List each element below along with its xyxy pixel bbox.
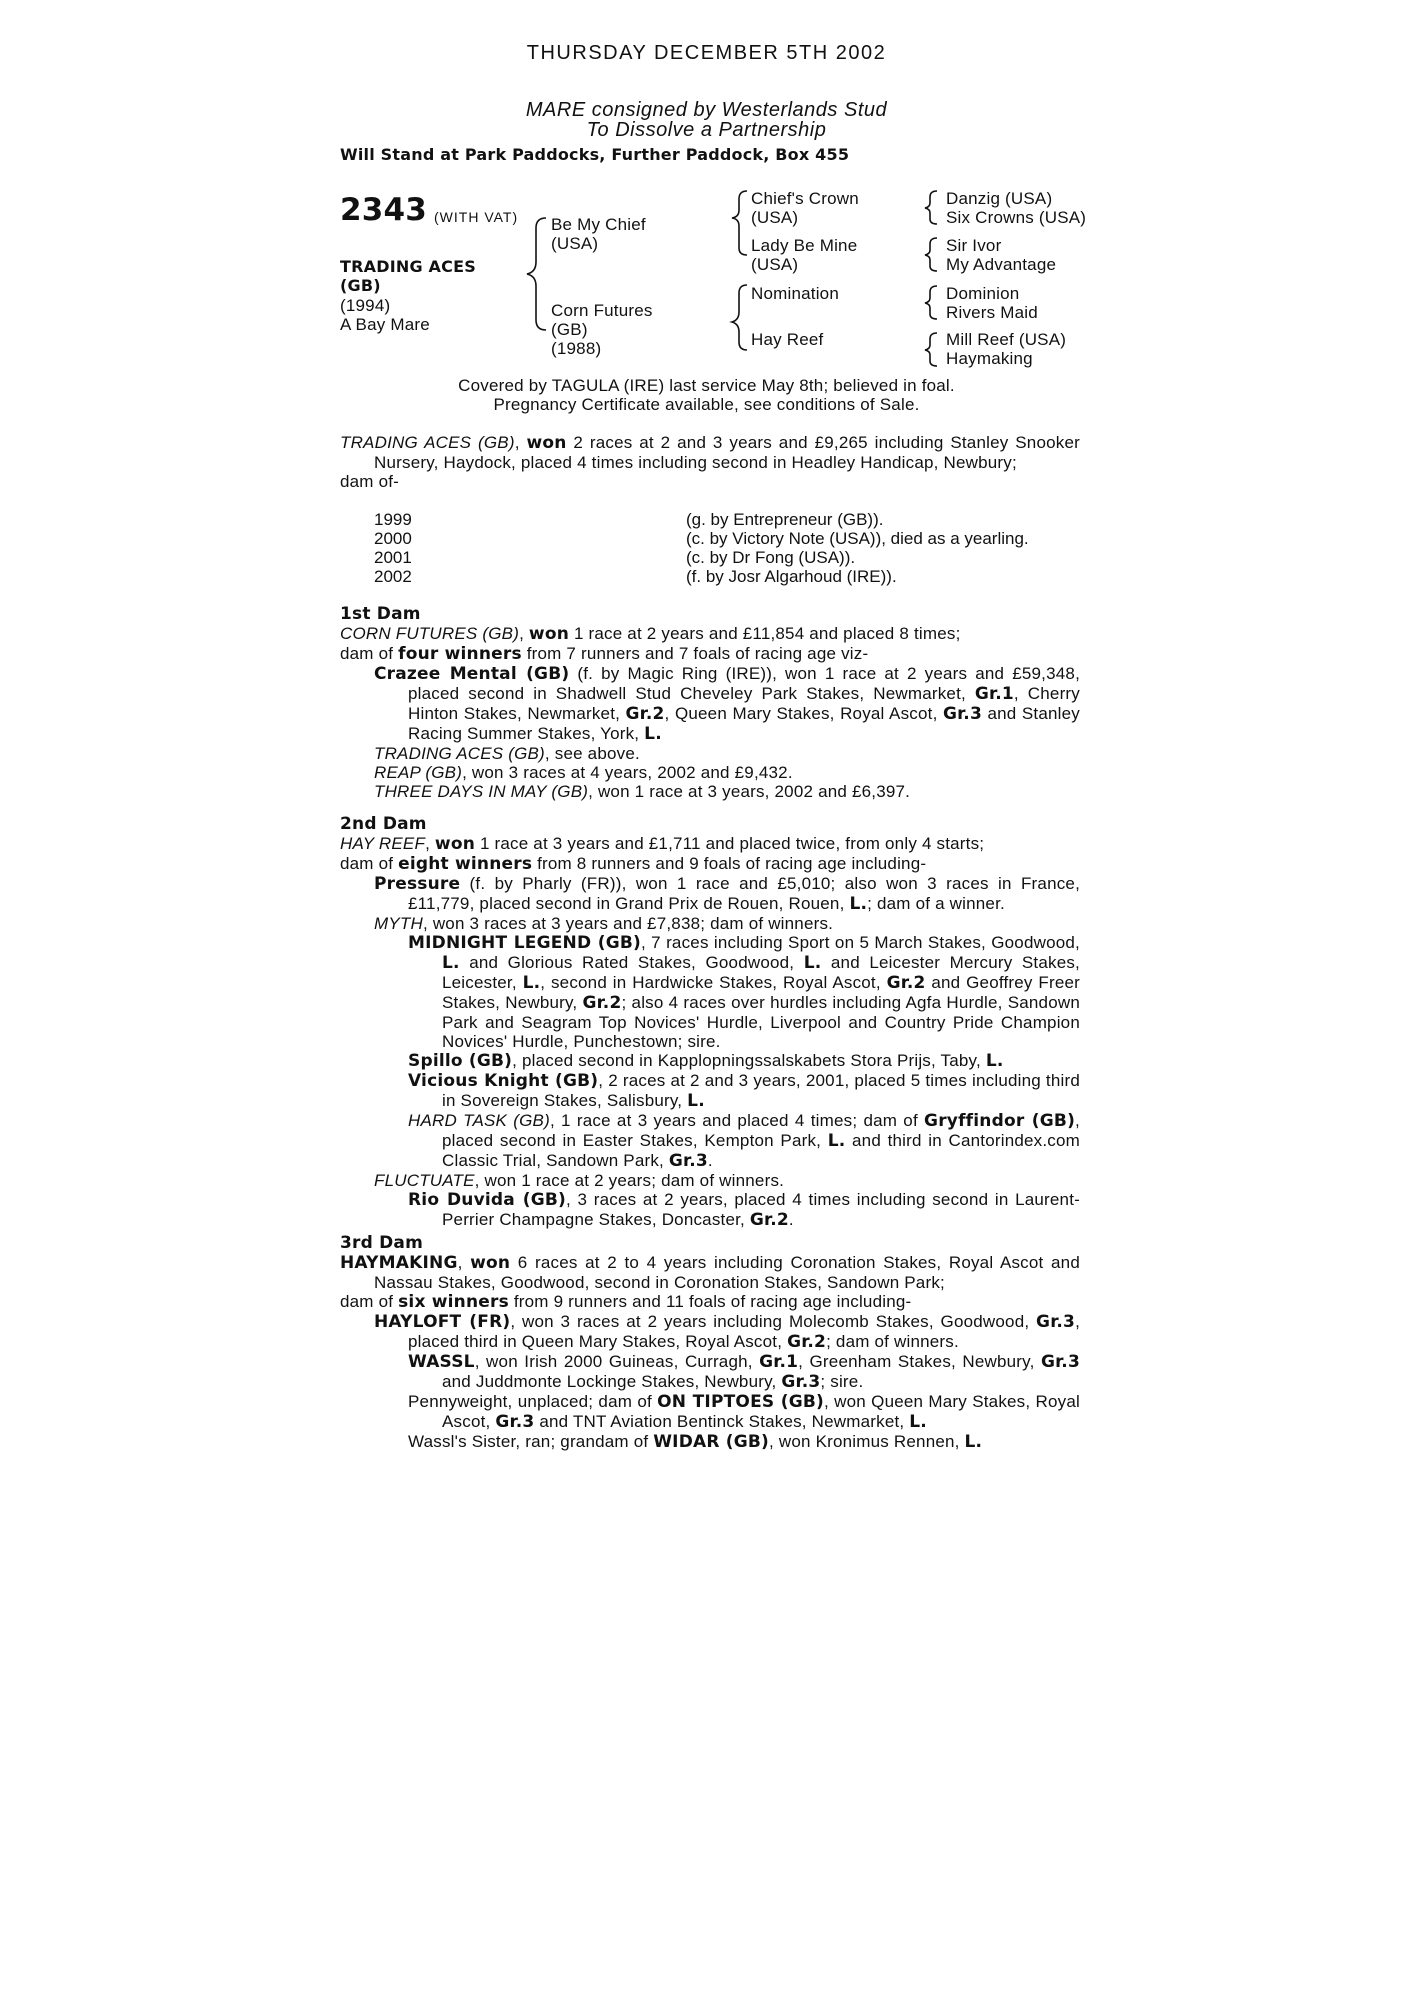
third-dam-record: HAYMAKING, won 6 races at 2 to 4 years including Coronation Stakes, Royal Ascot and Nassau Stakes, Goodwood, second in Coronation Stakes, Sandown Park; — [340, 1253, 1080, 1292]
progeny-wassls-sister: Wassl's Sister, ran; grandam of WIDAR (GB), won Kronimus Rennen, L. — [408, 1432, 983, 1452]
sale-date: THURSDAY DECEMBER 5TH 2002 — [526, 42, 887, 64]
brace-dam — [732, 285, 747, 350]
third-dam-heading: 3rd Dam — [340, 1233, 423, 1253]
sire-origin: (USA) — [551, 234, 599, 253]
sire-name: Be My Chief — [551, 215, 646, 234]
gen4-dss: Dominion — [946, 284, 1020, 303]
progeny-pressure: Pressure (f. by Pharly (FR)), won 1 race and £5,010; also won 3 races in France, £11,779, placed second in Grand Prix de Rouen, Rouen, L.; dam of a winner. — [374, 874, 1080, 914]
produce-year-2001: 2001 — [374, 548, 412, 567]
dam-name: Corn Futures — [551, 301, 653, 320]
brace-ds — [925, 286, 937, 319]
progeny-three-days: THREE DAYS IN MAY (GB), won 1 race at 3 years, 2002 and £6,397. — [374, 782, 911, 801]
first-dam-record: CORN FUTURES (GB), won 1 race at 2 years and £11,854 and placed 8 times; — [340, 624, 961, 644]
sire-dam-name: Lady Be Mine — [751, 236, 858, 255]
brace-main — [527, 218, 546, 330]
gen4-dds: Mill Reef (USA) — [946, 330, 1067, 349]
first-dam-heading: 1st Dam — [340, 604, 421, 624]
progeny-wassl: WASSL, won Irish 2000 Guineas, Curragh, Gr.1, Greenham Stakes, Newbury, Gr.3 and Juddmonte Lockinge Stakes, Newbury, Gr.3; sire. — [408, 1352, 1080, 1392]
produce-detail-2002: (f. by Josr Algarhoud (IRE)). — [686, 567, 897, 586]
progeny-trading-aces: TRADING ACES (GB), see above. — [374, 744, 640, 763]
intro-section — [340, 433, 1080, 491]
progeny-pennyweight: Pennyweight, unplaced; dam of ON TIPTOES (GB), won Queen Mary Stakes, Royal Ascot, Gr.3 and TNT Aviation Bentinck Stakes, Newmarket, L. — [408, 1392, 1080, 1432]
third-dam-section — [340, 1234, 1080, 1452]
stand-location: Will Stand at Park Paddocks, Further Paddock, Box 455 — [340, 145, 850, 164]
vat-note: (WITH VAT) — [434, 209, 519, 225]
progeny-vicious-knight: Vicious Knight (GB), 2 races at 2 and 3 years, 2001, placed 5 times including third in Sovereign Stakes, Salisbury, L. — [408, 1071, 1081, 1111]
gen4-ssd: Six Crowns (USA) — [946, 208, 1087, 227]
sire-sire-origin: (USA) — [751, 208, 799, 227]
produce-detail-1999: (g. by Entrepreneur (GB)). — [686, 510, 884, 529]
second-dam-of: dam of eight winners from 8 runners and 9 foals of racing age including- — [340, 854, 927, 874]
first-dam-section — [340, 605, 1080, 801]
progeny-midnight-legend: MIDNIGHT LEGEND (GB), 7 races including Sport on 5 March Stakes, Goodwood, L. and Glorious Rated Stakes, Goodwood, L. and Leicester Mercury Stakes, Leicester, L., second in Hardwicke Stakes, Royal Ascot, Gr.2 and Geoffrey Freer Stakes, Newbury, Gr.2; also 4 races over hurdles including Agfa Hurdle, Sandown Park and Seagram Top Novices' Hurdle, Liverpool and Country Pride Champion Novices' Hurdle, Punchestown; sire. — [408, 933, 1081, 1051]
second-dam-section — [340, 815, 1080, 1230]
horse-description: A Bay Mare — [340, 315, 430, 334]
gen4-ddd: Haymaking — [946, 349, 1033, 368]
produce-year-2002: 2002 — [374, 567, 412, 586]
dam-origin: (GB) — [551, 320, 588, 339]
sire-dam-origin: (USA) — [751, 255, 799, 274]
progeny-fluctuate: FLUCTUATE, won 1 race at 2 years; dam of winners. — [374, 1171, 785, 1190]
progeny-crazee-mental: Crazee Mental (GB) (f. by Magic Ring (IRE)), won 1 race at 2 years and £59,348, placed second in Shadwell Stud Cheveley Park Stakes, Newmarket, Gr.1, Cherry Hinton Stakes, Newmarket, Gr.2, Queen Mary Stakes, Royal Ascot, Gr.3 and Stanley Racing Summer Stakes, York, L. — [374, 664, 1080, 744]
third-dam-of: dam of six winners from 9 runners and 11 foals of racing age including- — [340, 1292, 912, 1312]
dam-sire-name: Nomination — [751, 284, 839, 303]
progeny-hard-task: HARD TASK (GB), 1 race at 3 years and placed 4 times; dam of Gryffindor (GB), placed second in Easter Stakes, Kempton Park, L. and third in Cantorindex.com Classic Trial, Sandown Park, Gr.3. — [408, 1111, 1081, 1171]
brace-sire — [732, 191, 747, 255]
covered-line: Covered by TAGULA (IRE) last service May 8th; believed in foal. — [458, 376, 955, 395]
progeny-reap: REAP (GB), won 3 races at 4 years, 2002 and £9,432. — [374, 763, 793, 782]
gen4-sss: Danzig (USA) — [946, 189, 1053, 208]
progeny-hayloft: HAYLOFT (FR), won 3 races at 2 years including Molecomb Stakes, Goodwood, Gr.3, placed third in Queen Mary Stakes, Royal Ascot, Gr.2; dam of winners. — [374, 1312, 1080, 1352]
produce-detail-2000: (c. by Victory Note (USA)), died as a yearling. — [686, 529, 1029, 548]
brace-sd — [925, 238, 937, 271]
produce-detail-2001: (c. by Dr Fong (USA)). — [686, 548, 856, 567]
lot-number: 2343 — [340, 192, 428, 228]
brace-ss — [925, 191, 937, 224]
gen4-sds: Sir Ivor — [946, 236, 1002, 255]
partnership-line: To Dissolve a Partnership — [586, 119, 827, 141]
dam-dam-name: Hay Reef — [751, 330, 824, 349]
gen4-sdd: My Advantage — [946, 255, 1057, 274]
horse-origin: (GB) — [340, 276, 381, 295]
progeny-myth: MYTH, won 3 races at 3 years and £7,838; dam of winners. — [374, 914, 834, 933]
gen4-dsd: Rivers Maid — [946, 303, 1038, 322]
progeny-spillo: Spillo (GB), placed second in Kapplopningssalskabets Stora Prijs, Taby, L. — [408, 1051, 1004, 1071]
first-dam-of: dam of four winners from 7 runners and 7 foals of racing age viz- — [340, 644, 869, 664]
sire-sire-name: Chief's Crown — [751, 189, 859, 208]
second-dam-heading: 2nd Dam — [340, 814, 427, 834]
brace-dd — [925, 333, 937, 366]
intro-dam-of: dam of- — [340, 472, 400, 491]
dam-year: (1988) — [551, 339, 602, 358]
pedigree-braces — [0, 0, 1413, 380]
horse-name: TRADING ACES — [340, 257, 476, 276]
horse-year: (1994) — [340, 296, 391, 315]
produce-year-2000: 2000 — [374, 529, 412, 548]
produce-year-1999: 1999 — [374, 510, 412, 529]
pregnancy-line: Pregnancy Certificate available, see conditions of Sale. — [493, 395, 920, 414]
second-dam-record: HAY REEF, won 1 race at 3 years and £1,711 and placed twice, from only 4 starts; — [340, 834, 985, 854]
intro-record: TRADING ACES (GB), won 2 races at 2 and 3 years and £9,265 including Stanley Snooker Nursery, Haydock, placed 4 times including second in Headley Handicap, Newbury; — [340, 433, 1080, 472]
consignor-line: MARE consigned by Westerlands Stud — [525, 99, 888, 121]
progeny-rio-duvida: Rio Duvida (GB), 3 races at 2 years, placed 4 times including second in Laurent-Perrier Champagne Stakes, Doncaster, Gr.2. — [408, 1190, 1080, 1230]
